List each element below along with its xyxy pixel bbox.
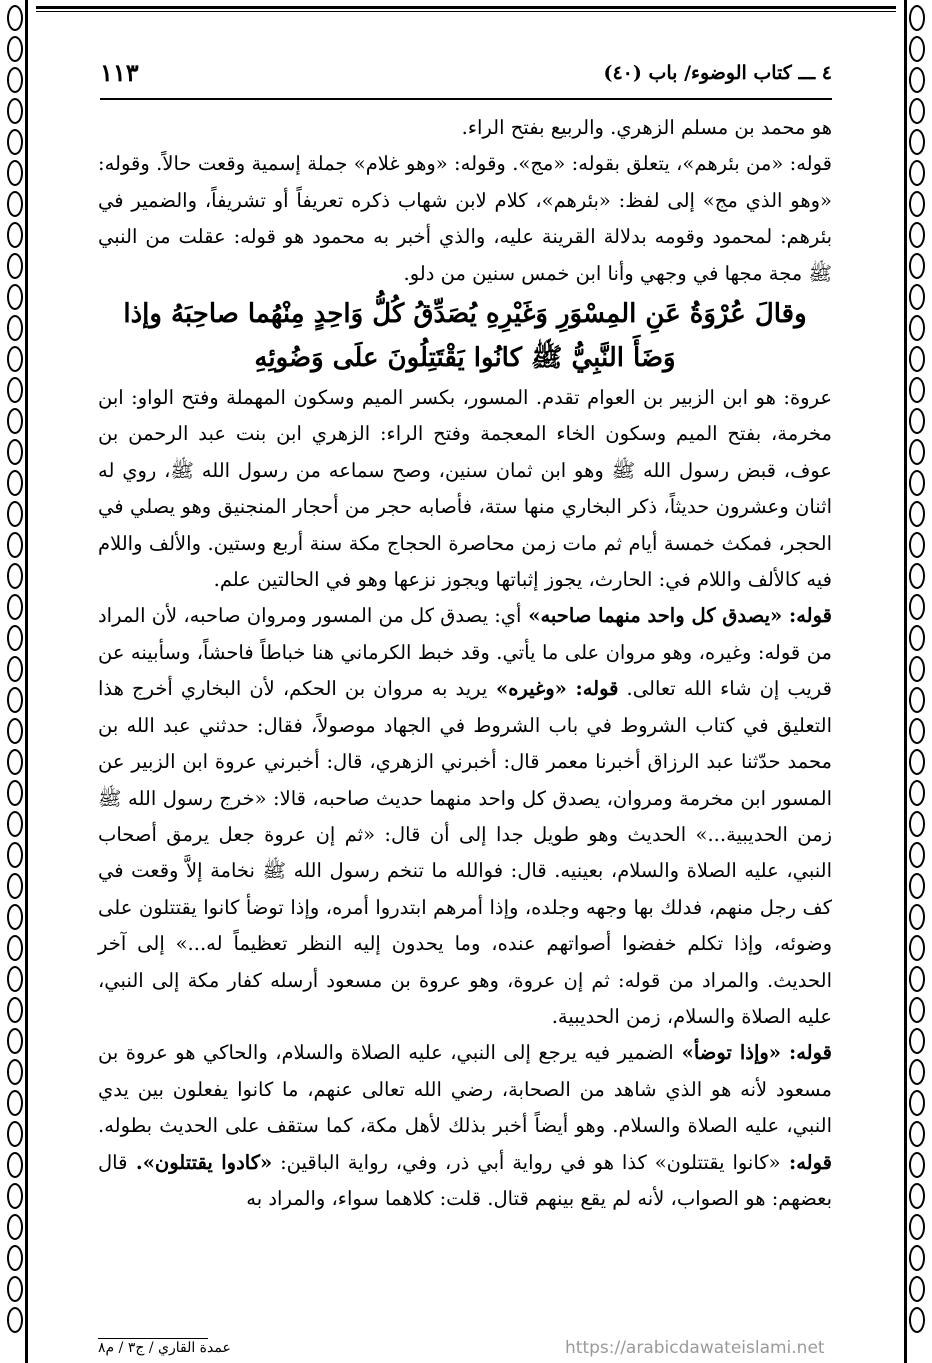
border-ornament	[7, 718, 23, 744]
border-ornament	[909, 1276, 925, 1302]
text-run: هو محمد بن مسلم الزهري. والربيع بفتح الراء.	[461, 116, 832, 139]
border-ornament	[7, 780, 23, 806]
border-ornament	[7, 98, 23, 124]
border-ornament	[909, 129, 925, 155]
border-ornament	[7, 1214, 23, 1240]
border-ornament	[909, 997, 925, 1023]
border-ornament	[7, 687, 23, 713]
border-ornament	[7, 811, 23, 837]
border-ornament	[7, 1152, 23, 1178]
border-ornament	[7, 5, 23, 31]
border-ornament	[7, 470, 23, 496]
border-ornament	[909, 1245, 925, 1271]
border-ornament	[7, 346, 23, 372]
border-ornament	[909, 1307, 925, 1333]
border-ornament	[7, 501, 23, 527]
border-ornament	[7, 749, 23, 775]
border-ornament	[909, 749, 925, 775]
border-ornament	[7, 1028, 23, 1054]
border-ornament	[7, 1059, 23, 1085]
border-ornament	[909, 718, 925, 744]
top-border-rule	[36, 6, 896, 9]
left-ornamental-border	[0, 0, 30, 1363]
text-run: «كانوا يقتتلون» كذا هو في رواية أبي ذر، وفي، رواية الباقين:	[272, 1150, 781, 1174]
border-ornament	[909, 904, 925, 930]
paragraph-2	[98, 146, 832, 292]
page-body	[98, 110, 832, 1217]
text-run: عروة: هو ابن الزبير بن العوام تقدم. المسور، بكسر الميم وسكون المهملة وفتح الواو: ابن مخرمة، بفتح الميم وسكون الخاء المعجمة وفتح الراء: الزهري ابن بنت عبد الرحمن بن عوف، قبض رسول الله ﷺ وهو ابن ثمان سنين، وصح سماعه من رسول الله ﷺ، روي له اثنان وعشرون حديثاً، ذكر البخاري منها ستة، فأصابه حجر من أحجار المنجنيق وهو يصلي في الحجر، فمكث خمسة أيام ثم مات زمن محاصرة الحجاج مكة سنة أربع وستين. والألف واللام فيه كالألف واللام في: الحارث، يجوز إثباتها ويجوز نزعها وهو في الحالتين علم.	[98, 386, 832, 592]
border-ornament	[7, 563, 23, 589]
bold-lemma: قوله: «وإذا توضأ»	[673, 1041, 832, 1065]
paragraph-3	[98, 380, 832, 598]
border-ornament	[7, 129, 23, 155]
border-ornament	[7, 532, 23, 558]
border-ornament	[909, 1090, 925, 1116]
border-ornament	[909, 594, 925, 620]
paragraph-1	[98, 110, 832, 146]
text-run: وقالَ عُرْوَةُ عَنِ المِسْوَرِ وَغَيْرِهِ يُصَدِّقُ كُلُّ وَاحِدٍ مِنْهُما صاحِبَهُ وإذا وَضَأَ النَّبِيُّ ﷺ كانُوا يَقْتَتِلُونَ علَى وَضُوئِهِ	[123, 299, 807, 374]
bold-lemma: قوله: «يصدق كل واحد منهما صاحبه»	[521, 604, 832, 628]
border-ornament	[909, 873, 925, 899]
border-ornament	[909, 842, 925, 868]
border-ornament	[7, 284, 23, 310]
border-ornament	[7, 935, 23, 961]
hadith-text	[98, 292, 832, 380]
border-ornament	[909, 687, 925, 713]
bold-lemma: «كادوا يقتتلون».	[127, 1150, 273, 1174]
border-ornament	[7, 1090, 23, 1116]
border-ornament	[909, 470, 925, 496]
border-ornament	[7, 439, 23, 465]
border-ornament	[7, 408, 23, 434]
border-ornament	[7, 904, 23, 930]
border-ornament	[7, 160, 23, 186]
border-ornament	[909, 935, 925, 961]
page-number: ١١٣	[100, 58, 139, 87]
border-ornament	[7, 1183, 23, 1209]
footer-rule	[98, 1338, 208, 1339]
text-run: أي: يصدق كل من المسور ومروان صاحبه، لأن المراد من قوله: وغيره، وهو مروان على ما يأتي. وقد خبط الكرماني هنا خباطاً فاحشاً، وسأبينه عن قريب إن شاء الله تعالى.	[98, 604, 833, 701]
border-ornament	[909, 191, 925, 217]
border-ornament	[909, 5, 925, 31]
border-ornament	[7, 873, 23, 899]
right-ornamental-border	[902, 0, 932, 1363]
border-ornament	[909, 1121, 925, 1147]
border-ornament	[7, 656, 23, 682]
watermark-url: https://arabicdawateislami.net	[565, 1338, 825, 1358]
border-ornament	[909, 160, 925, 186]
border-ornament	[909, 532, 925, 558]
border-ornament	[7, 377, 23, 403]
border-ornament	[7, 997, 23, 1023]
border-ornament	[7, 315, 23, 341]
border-ornament	[7, 1307, 23, 1333]
border-ornament	[909, 67, 925, 93]
border-ornament	[909, 501, 925, 527]
border-ornament	[7, 36, 23, 62]
border-ornament	[7, 1245, 23, 1271]
running-title: ٤ ـــ كتاب الوضوء/ باب (٤٠)	[603, 62, 832, 84]
border-ornament	[909, 315, 925, 341]
border-ornament	[909, 811, 925, 837]
border-ornament	[909, 1152, 925, 1178]
border-ornament	[909, 1028, 925, 1054]
border-ornament	[7, 191, 23, 217]
border-ornament	[909, 563, 925, 589]
text-run: الضمير فيه يرجع إلى النبي، عليه الصلاة والسلام، والحاكي هو عروة بن مسعود لأنه هو الذي شاهد من الصحابة، رضي الله تعالى عنهم، ما كانوا يفعلون بين يدي النبي، عليه الصلاة والسلام. وهو أيضاً أخبر بذلك لأهل مكة، كما ستقف على الحديث بطوله.	[98, 1041, 832, 1138]
border-ornament	[7, 222, 23, 248]
border-ornament	[7, 594, 23, 620]
border-ornament	[909, 1214, 925, 1240]
text-run: يريد به مروان بن الحكم، لأن البخاري أخرج هذا التعليق في كتاب الشروط في باب الشروط في الجهاد موصولاً، فقال: حدثني عبد الله بن محمد حدّثنا عبد الرزاق أخبرنا معمر قال: أخبرني الزهري، قال: أخبرني عروة ابن الزبير عن المسور ابن مخرمة ومروان، يصدق كل واحد منهما حديث صاحبه، قالا: «خرج رسول الله ﷺ زمن الحديبية...» الحديث وهو طويل جدا إلى أن قال: «ثم إن عروة جعل يرمق أصحاب النبي، عليه الصلاة والسلام، بعينيه. قال: فوالله ما تنخم رسول الله ﷺ نخامة إلاَّ وقعت في كف رجل منهم، فدلك بها وجهه وجلده، وإذا أمرهم ابتدروا أمره، وإذا توضأ كانوا يقتتلون على وضوئه، وإذا تكلم خفضوا أصواتهم عنده، وما يحدون إليه النظر تعظيماً له...» إلى آخر الحديث. والمراد من قوله: ثم إن عروة، وهو عروة بن مسعود أرسله كفار مكة إلى النبي، عليه الصلاة والسلام، زمن الحديبية.	[98, 677, 832, 1028]
border-ornament	[909, 1183, 925, 1209]
border-ornament	[909, 36, 925, 62]
footer-source: عمدة القاري / ج٣ / م٨	[98, 1340, 231, 1356]
border-ornament	[7, 253, 23, 279]
paragraph-5	[98, 1035, 832, 1217]
border-ornament	[909, 656, 925, 682]
border-ornament	[909, 346, 925, 372]
border-ornament	[7, 67, 23, 93]
border-ornament	[909, 966, 925, 992]
border-ornament	[909, 439, 925, 465]
text-run: قوله: «من بئرهم»، يتعلق بقوله: «مج». وقوله: «وهو غلام» جملة إسمية وقعت حالاً. وقوله: «وهو الذي مج» إلى لفظ: «بئرهم»، كلام لابن شهاب ذكره تعريفاً أو تشريفاً، والضمير في بئرهم: لمحمود وقومه بدلالة القرينة عليه، والذي أخبر به محمود هو قوله: عقلت من النبي ﷺ مجة مجها في وجهي وأنا ابن خمس سنين من دلو.	[98, 152, 832, 285]
border-ornament	[909, 1059, 925, 1085]
bold-lemma: قوله:	[780, 1150, 832, 1174]
paragraph-4	[98, 598, 832, 1035]
border-ornament	[909, 780, 925, 806]
border-ornament	[7, 842, 23, 868]
border-ornament	[909, 625, 925, 651]
border-ornament	[909, 253, 925, 279]
border-ornament	[7, 1121, 23, 1147]
border-ornament	[909, 377, 925, 403]
border-ornament	[7, 1276, 23, 1302]
border-ornament	[7, 625, 23, 651]
border-ornament	[909, 408, 925, 434]
top-border-thin-rule	[36, 11, 896, 12]
border-ornament	[909, 284, 925, 310]
page-header	[100, 58, 832, 100]
border-ornament	[909, 222, 925, 248]
border-ornament	[7, 966, 23, 992]
text-run: قال بعضهم: هو الصواب، لأنه لم يقع بينهم قتال. قلت: كلاهما سواء، والمراد به	[98, 1150, 832, 1210]
bold-lemma: قوله: «وغيره»	[487, 677, 619, 701]
border-ornament	[909, 98, 925, 124]
